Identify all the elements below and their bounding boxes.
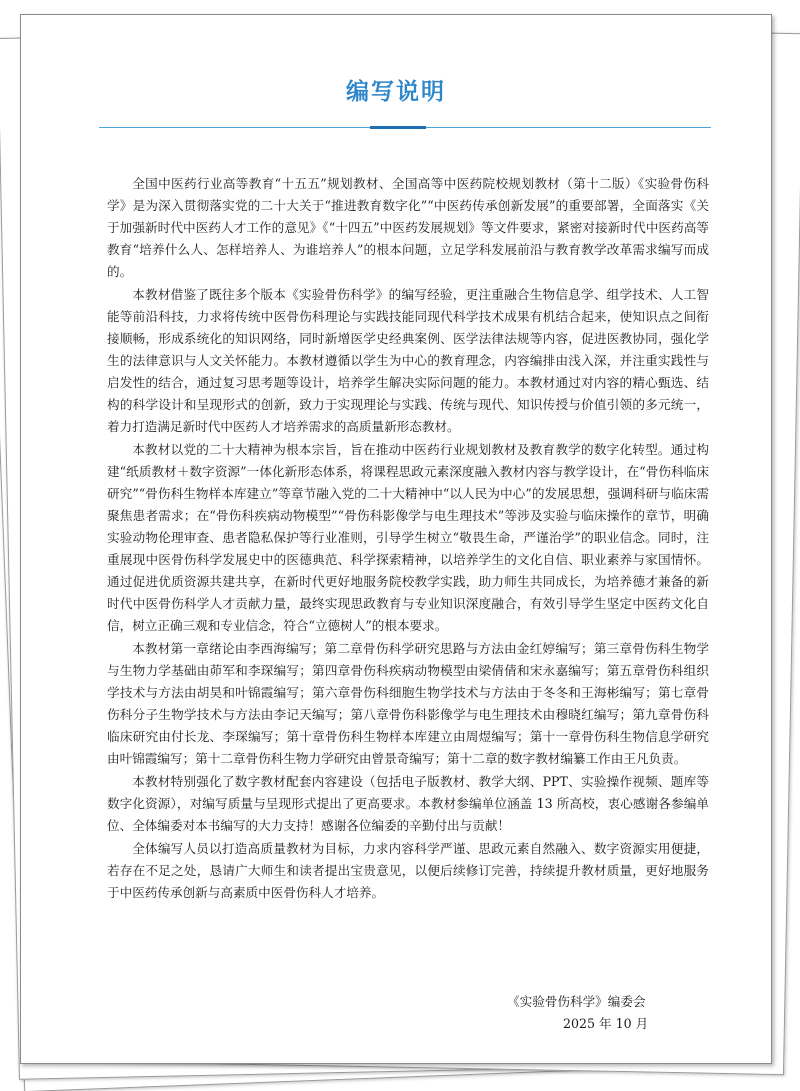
signature-block bbox=[507, 991, 727, 1035]
document-page bbox=[20, 14, 772, 1064]
paragraph: 本教材第一章绪论由李西海编写；第二章骨伤科学研究思路与方法由金红婷编写；第三章骨伤科生物学与生物力学基础由茆军和李琛编写；第四章骨伤科疾病动物模型由梁倩倩和宋永嘉编写；第五章骨伤科组织学技术与方法由胡昊和叶锦霞编写；第六章骨伤科细胞生物学技术与方法由于冬冬和王海彬编写；第七章骨伤科分子生物学技术与方法由李记天编写；第八章骨伤科影像学与电生理技术由穆晓红编写；第九章骨伤科临床研究由付长龙、李琛编写；第十章骨伤科生物样本库建立由周煜编写；第十一章骨伤科生物信息学研究由叶锦霞编写；第十二章骨伤科生物力学研究由曾景奇编写；第十二章的数字教材编纂工作由王凡负责。 bbox=[107, 641, 709, 766]
paragraph: 本教材借鉴了既往多个版本《实验骨伤科学》的编写经验，更注重融合生物信息学、组学技术、人工智能等前沿科技，力求将传统中医骨伤科理论与实践技能同现代科学技术成果有机结合起来，使知识点之间衔接顺畅，形成系统化的知识网络，同时新增医学史经典案例、医学法律法规等内容，促进医教协同，强化学生的法律意识与人文关怀能力。本教材遵循以学生为中心的教育理念，内容编排由浅入深，并注重实践性与启发性的结合，通过复习思考题等设计，培养学生解决实际问题的能力。本教材通过对内容的精心甄选、结构的科学设计和呈现形式的创新，致力于实现理论与实践、传统与现代、知识传授与价值引领的多元统一，着力打造满足新时代中医药人才培养需求的高质量新形态教材。 bbox=[107, 287, 709, 434]
page-title: 编写说明 bbox=[346, 79, 446, 105]
paragraph: 本教材以党的二十大精神为根本宗旨，旨在推动中医药行业规划教材及教育教学的数字化转型。通过构建“纸质教材＋数字资源”一体化新形态体系，将课程思政元素深度融入教材内容与教学设计，在“骨伤科临床研究”“骨伤科生物样本库建立”等章节融入党的二十大精神中“以人民为中心”的发展思想，强调科研与临床需聚焦患者需求；在“骨伤科疾病动物模型”“骨伤科影像学与电生理技术”等涉及实验与临床操作的章节，明确实验动物伦理审查、患者隐私保护等行业准则，引导学生树立“敬畏生命，严谨治学”的职业信念。同时，注重展现中医骨伤科学发展史中的医德典范、科学探索精神，以培养学生的文化自信、职业素养与家国情怀。通过促进优质资源共建共享，在新时代更好地服务院校教学实践，助力师生共同成长，为培养德才兼备的新时代中医骨伤科学人才贡献力量，最终实现思政教育与专业知识深度融合，有效引导学生坚定中医药文化自信，树立正确三观和专业信念，符合“立德树人”的根本要求。 bbox=[107, 442, 709, 633]
document-body bbox=[107, 173, 709, 905]
paragraph: 本教材特别强化了数字教材配套内容建设（包括电子版教材、教学大纲、PPT、实验操作视频、题库等数字化资源），对编写质量与呈现形式提出了更高要求。本教材参编单位涵盖 13 所高校，衷心感谢各参编单位、全体编委对本书编写的大力支持！感谢各位编委的辛勤付出与贡献！ bbox=[107, 774, 709, 833]
signature-date: 2025 年 10 月 bbox=[563, 1016, 649, 1031]
editor-committee: 《实验骨伤科学》编委会 bbox=[507, 994, 646, 1009]
title-divider-accent bbox=[370, 126, 426, 129]
paragraph: 全体编写人员以打造高质量教材为目标，力求内容科学严谨、思政元素自然融入、数字资源实用便捷，若存在不足之处，恳请广大师生和读者提出宝贵意见，以便后续修订完善，持续提升教材质量，更好地服务于中医药传承创新与高素质中医骨伤科人才培养。 bbox=[107, 841, 709, 900]
paragraph: 全国中医药行业高等教育“十五五”规划教材、全国高等中医药院校规划教材（第十二版）《实验骨伤科学》是为深入贯彻落实党的二十大关于“推进教育数字化”“中医药传承创新发展”的重要部署，全面落实《关于加强新时代中医药人才工作的意见》《“十四五”中医药发展规划》等文件要求，紧密对接新时代中医药高等教育“培养什么人、怎样培养人、为谁培养人”的根本问题，立足学科发展前沿与教育教学改革需求编写而成的。 bbox=[107, 176, 709, 279]
